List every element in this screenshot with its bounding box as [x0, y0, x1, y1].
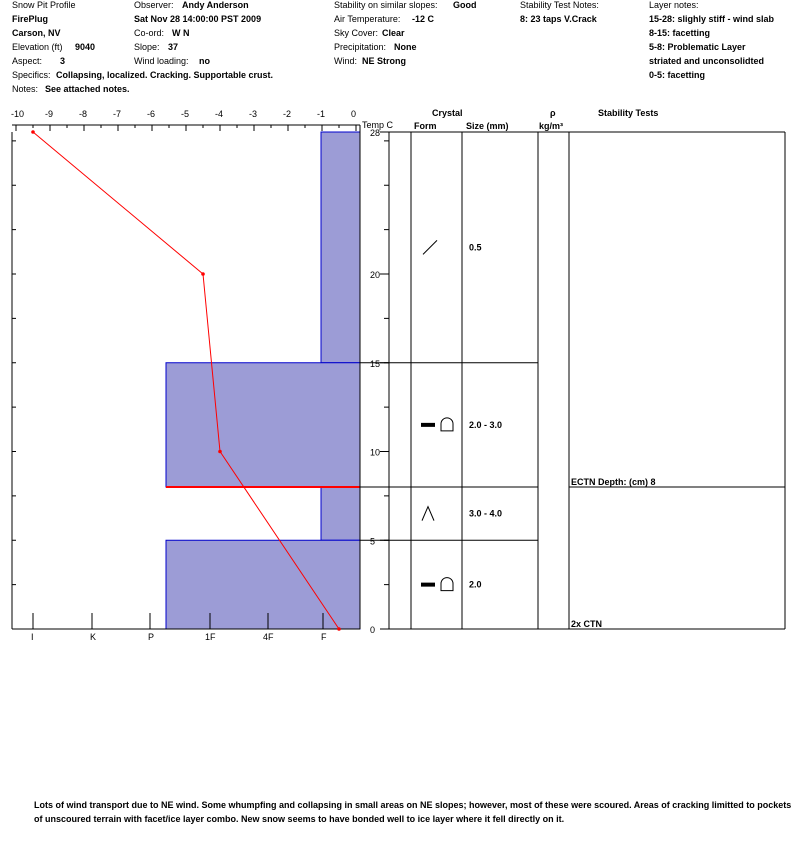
air-temp-value: -12 C — [412, 14, 435, 24]
observer-value: Andy Anderson — [182, 0, 249, 10]
stability-column — [571, 477, 656, 629]
depth-tick-label: 28 — [370, 128, 381, 138]
hardness-tick-label: 4F — [263, 632, 274, 642]
rho-header: ρ — [550, 108, 556, 118]
hardness-tick-label: F — [321, 632, 327, 642]
coord-value: W N — [172, 28, 190, 38]
depth-hoar-cup-icon — [441, 578, 453, 591]
hardness-bar-3 — [166, 540, 360, 629]
temp-point — [31, 130, 35, 134]
depth-tick-label: 20 — [370, 270, 381, 280]
temp-point — [218, 450, 222, 454]
temp-tick-label: -4 — [215, 109, 224, 119]
hardness-bar-1 — [166, 363, 360, 487]
footer-note: Lots of wind transport due to NE wind. Some whumpfing and collapsing in small areas on NE slopes; however, most of these were scoured. Areas of cracking limitted to pockets of unscoured terrain with facet/ice layer combo. New snow seems to have bonded well to ice layer where it fell directly on it. — [34, 800, 792, 824]
temp-tick-label: -6 — [147, 109, 156, 119]
hardness-tick-label: 1F — [205, 632, 216, 642]
air-temp-label: Air Temperature: — [334, 14, 401, 24]
layer-row-lines — [360, 363, 785, 541]
temp-tick-label: -2 — [283, 109, 292, 119]
wind-value: NE Strong — [362, 56, 406, 66]
stability-test-1: 2x CTN — [571, 619, 603, 629]
stability-test-0: ECTN Depth: (cm) 8 — [571, 477, 656, 487]
stability-notes-title: Stability Test Notes: — [520, 0, 599, 10]
temperature-axis — [11, 109, 356, 131]
stability-notes-line: 8: 23 taps V.Crack — [520, 14, 597, 24]
form-header: Form — [414, 121, 437, 131]
pit-name: FirePlug — [12, 14, 49, 24]
temp-tick-label: -8 — [79, 109, 88, 119]
facet-bar-icon — [421, 423, 435, 427]
notes-value: See attached notes. — [45, 84, 130, 94]
crystal-form-0 — [423, 240, 437, 254]
depth-hoar-icon — [422, 507, 434, 521]
wind-loading-label: Wind loading: — [134, 56, 189, 66]
wind-label: Wind: — [334, 56, 358, 66]
elevation-label: Elevation (ft) — [12, 42, 63, 52]
aspect-label: Aspect: — [12, 56, 43, 66]
specifics-value: Collapsing, localized. Cracking. Supportable crust. — [56, 70, 274, 80]
sky-cover-value: Clear — [382, 28, 405, 38]
aspect-value: 3 — [60, 56, 66, 66]
crystal-form-3 — [421, 578, 453, 591]
depth-tick-label: 10 — [370, 447, 381, 458]
temp-point — [201, 272, 205, 276]
slope-value: 37 — [168, 42, 179, 52]
facet-bar-icon — [421, 583, 435, 587]
temp-tick-label: -5 — [181, 109, 190, 119]
stability-tests-header: Stability Tests — [598, 108, 659, 118]
coord-label: Co-ord: — [134, 28, 165, 38]
size-header: Size (mm) — [466, 121, 509, 131]
crystal-size-0: 0.5 — [469, 242, 482, 253]
profile-title: Snow Pit Profile — [12, 0, 76, 10]
wind-loading-value: no — [199, 56, 210, 66]
layer-note-3: 5-8: Problematic Layer — [649, 42, 746, 52]
hardness-tick-label: P — [148, 632, 155, 642]
pit-location: Carson, NV — [12, 28, 61, 38]
chart-frame — [12, 125, 785, 629]
crystal-form-2 — [422, 507, 434, 521]
notes-label: Notes: — [12, 84, 39, 94]
observation-datetime: Sat Nov 28 14:00:00 PST 2009 — [134, 14, 262, 24]
stability-label: Stability on similar slopes: — [334, 0, 438, 10]
depth-tick-label: 15 — [370, 358, 381, 369]
specifics-label: Specifics: — [12, 70, 51, 80]
hardness-bar-2 — [321, 487, 360, 540]
hardness-bar-0 — [321, 132, 360, 363]
temp-tick-label: -7 — [113, 109, 122, 119]
elevation-value: 9040 — [75, 42, 96, 52]
temp-tick-label: 0 — [351, 109, 357, 119]
precip-label: Precipitation: — [334, 42, 387, 52]
temp-axis-title: Temp C — [362, 120, 394, 130]
precip-value: None — [394, 42, 417, 52]
layer-note-5: 0-5: facetting — [649, 70, 706, 80]
crystal-size-1: 2.0 - 3.0 — [469, 419, 503, 430]
observer-label: Observer: — [134, 0, 174, 10]
temp-tick-label: -9 — [45, 109, 54, 119]
hardness-tick-label: K — [90, 632, 97, 642]
layer-note-1: 15-28: slighly stiff - wind slab — [649, 14, 775, 24]
sky-cover-label: Sky Cover: — [334, 28, 379, 38]
hardness-bars — [166, 132, 360, 629]
layer-notes-title: Layer notes: — [649, 0, 699, 10]
depth-tick-label: 0 — [370, 625, 376, 635]
stability-value: Good — [453, 0, 477, 10]
density-unit-header: kg/m³ — [539, 121, 564, 131]
temp-point — [337, 627, 341, 631]
hardness-tick-label: I — [31, 632, 34, 642]
precip-particle-icon — [423, 240, 437, 254]
layer-note-2: 8-15: facetting — [649, 28, 711, 38]
depth-hoar-cup-icon — [441, 418, 453, 431]
temp-tick-label: -10 — [11, 109, 25, 119]
temp-tick-label: -1 — [317, 109, 326, 119]
crystal-header: Crystal — [432, 108, 463, 118]
temp-tick-label: -3 — [249, 109, 258, 119]
crystal-size-3: 2.0 — [469, 579, 482, 590]
layer-note-4: striated and unconsolidted — [649, 56, 765, 66]
crystal-size-2: 3.0 - 4.0 — [469, 508, 503, 519]
crystal-form-1 — [421, 418, 453, 431]
slope-label: Slope: — [134, 42, 160, 52]
depth-tick-label: 5 — [370, 536, 376, 547]
